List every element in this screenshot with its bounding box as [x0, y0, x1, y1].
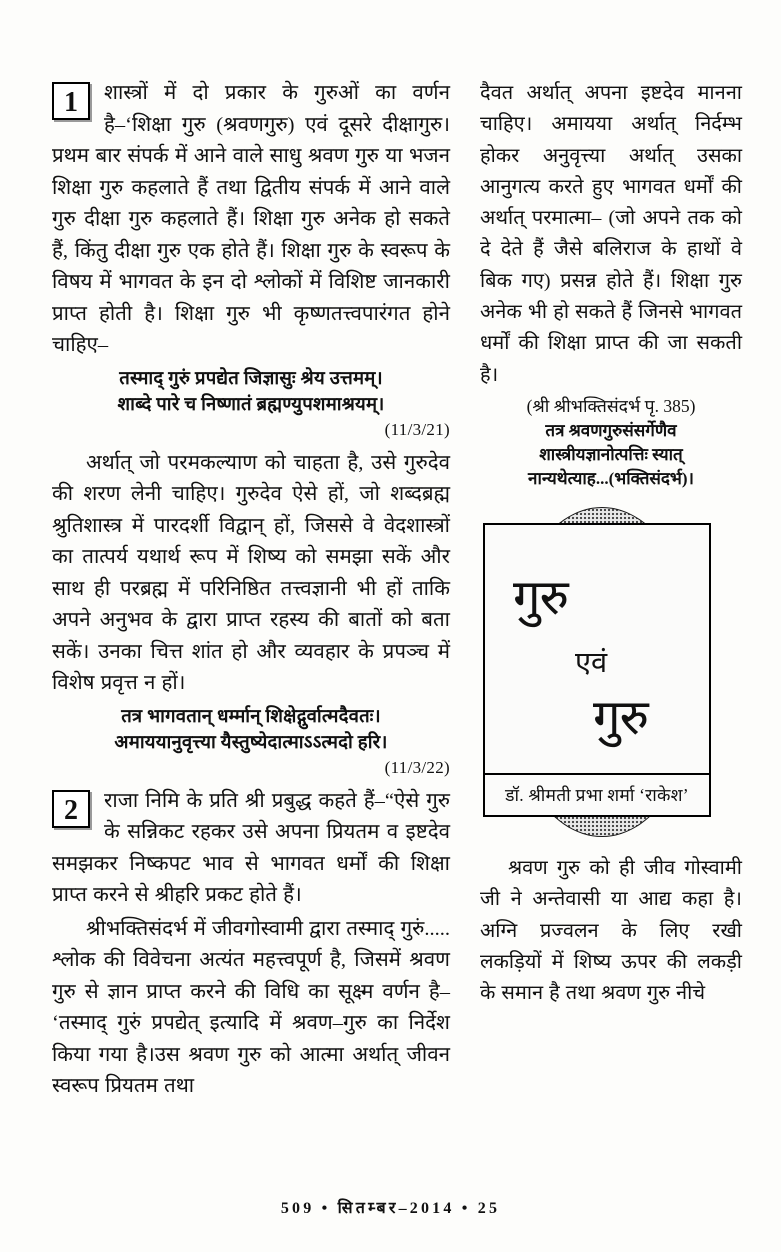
verse-block-1 — [52, 366, 450, 418]
verse-3-line-2: शास्त्रीयज्ञानोत्पत्तिः स्यात् — [539, 444, 683, 464]
section-marker-2: 2 — [52, 790, 90, 828]
verse-2-line-2: अमाययानुवृत्त्या यैस्तुष्येदात्माऽऽत्मदो हरि। — [114, 732, 388, 753]
two-column-body — [52, 78, 742, 1178]
plate-author-name: डॉ. श्रीमती प्रभा शर्मा ‘राकेश’ — [505, 784, 689, 805]
section-marker-1: 1 — [52, 82, 90, 120]
verse-3-line-3: नान्यथेत्याह...(भक्तिसंदर्भ)। — [528, 468, 694, 488]
left-column — [52, 78, 450, 1105]
article-title-plate — [480, 505, 742, 837]
right-paragraph-2: श्रवण गुरु को ही जीव गोस्वामी जी ने अन्तेवासी या आद्य कहा है।अग्नि प्रज्वलन के लिए रखी लकड़ियों में शिष्य ऊपर की लकड़ी के समान है तथा श्रवण गुरु नीचे — [480, 856, 742, 1005]
section-1-text: शास्त्रों में दो प्रकार के गुरुओं का वर्णन है–‘शिक्षा गुरु (श्रवणगुरु) एवं दूसरे दीक्षागुरु।प्रथम बार संपर्क में आने वाले साधु श्रवण गुरु या भजन शिक्षा गुरु कहलाते हैं तथा द्वितीय संपर्क में आने वाले गुरु दीक्षा गुरु कहलाते हैं। शिक्षा गुरु अनेक हो सकते हैं, किंतु दीक्षा गुरु एक होते हैं। शिक्षा गुरु के स्वरूप के विषय में भागवत के इन दो श्लोकों में विशिष्ट जानकारी प्राप्त होती है। शिक्षा गुरु भी कृष्णतत्त्वपारंगत होने चाहिए– — [52, 82, 450, 356]
section-1-paragraph — [52, 78, 450, 362]
plate-title-word-2: एवं — [575, 646, 608, 679]
page-footer: 509 • सितम्बर–2014 • 25 — [280, 1200, 501, 1217]
section-2-paragraph — [52, 786, 450, 912]
right-column — [480, 78, 742, 1009]
left-paragraph-2: अर्थात् जो परमकल्याण को चाहता है, उसे गुरुदेव की शरण लेनी चाहिए। गुरुदेव ऐसे हों, जो शब्दब्रह्म श्रुतिशास्त्र में पारदर्शी विद्वान् हों, जिससे वे वेदशास्त्रों का तात्पर्य यथार्थ रूप में शिष्य को समझा सकें और साथ ही परब्रह्म में परिनिष्ठित तत्त्वज्ञानी भी हों ताकि अपने अनुभव के द्वारा प्राप्त रहस्य की बातों को बता सकें। उनका चित्त शांत हो और व्यवहार के प्रपञ्च में विशेष प्रवृत्त न हों। — [52, 451, 450, 694]
verse-1-line-1: तस्माद् गुरुं प्रपद्येत जिज्ञासुः श्रेय उत्तमम्। — [119, 368, 383, 389]
plate-title-word-1: गुरु — [513, 569, 568, 625]
left-paragraph-3: श्रीभक्तिसंदर्भ में जीवगोस्वामी द्वारा तस्माद् गुरुं..... श्लोक की विवेचना अत्यंत महत्त्वपूर्ण है, जिसमें श्रवण गुरु से ज्ञान प्राप्त करने की विधि का सूक्ष्म वर्णन है– ‘तस्माद् गुरुं प्रपद्येत् इत्यादि में श्रवण–गुरु का निर्देश किया गया है।उस श्रवण गुरु को आत्मा अर्थात् जीवन स्वरूप प्रियतम तथा — [52, 917, 450, 1097]
plate-title-area — [485, 525, 709, 773]
verse-block-2 — [52, 704, 450, 756]
right-paragraph-1: दैवत अर्थात् अपना इष्टदेव मानना चाहिए। अमायया अर्थात् निर्दम्भ होकर अनुवृत्त्या अर्थात् उसका आनुगत्य करते हुए भागवत धर्मों की अर्थात् परमात्मा– (जो अपने तक को दे देते हैं जैसे बलिराज के हाथों वे बिक गए) प्रसन्न होते हैं। शिक्षा गुरु अनेक भी हो सकते हैं जिनसे भागवत धर्मों की शिक्षा प्राप्त की जा सकती है। — [480, 82, 742, 386]
verse-3-line-1: तत्र श्रवणगुरुसंसर्गेणैव — [545, 420, 677, 440]
verse-2-line-1: तत्र भागवतान् धर्म्मान् शिक्षेद्गुर्वात्मदैवतः। — [121, 706, 381, 727]
section-2-text: राजा निमि के प्रति श्री प्रबुद्ध कहते हैं–“ऐसे गुरु के सन्निकट रहकर उसे अपना प्रियतम व इष्टदेव समझकर निष्कपट भाव से भागवत धर्मों की शिक्षा प्राप्त करने से श्रीहरि प्रकट होते हैं। — [52, 789, 450, 906]
verse-block-3 — [480, 419, 742, 491]
verse-1-line-2: शाब्दे पारे च निष्णातं ब्रह्मण्युपशमाश्रयम्। — [117, 394, 385, 415]
right-citation-1: (श्री श्रीभक्तिसंदर्भ पृ. 385) — [526, 395, 696, 416]
plate-title-word-3: गुरु — [593, 689, 648, 745]
plate-frame — [483, 523, 711, 817]
verse-1-citation: (11/3/21) — [384, 419, 450, 439]
verse-2-citation: (11/3/22) — [384, 757, 450, 777]
